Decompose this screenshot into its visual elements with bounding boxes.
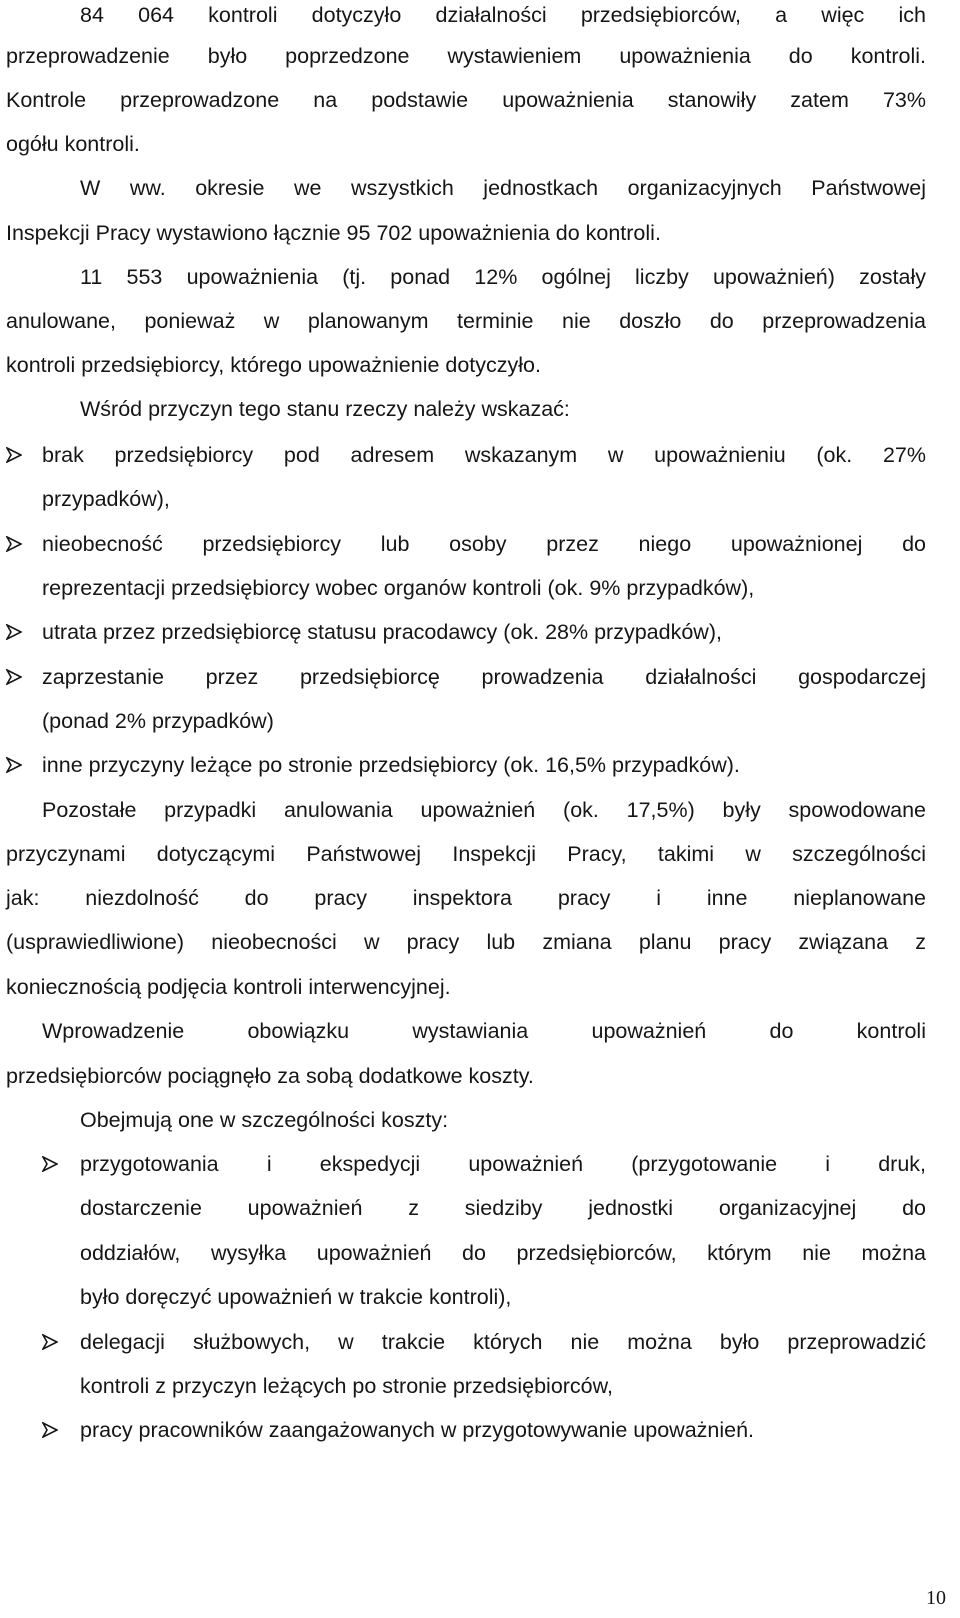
text-line: (ponad 2% przypadków) <box>42 709 274 733</box>
arrowhead-bullet-icon <box>6 529 28 559</box>
text-line: Obejmują one w szczególności koszty: <box>80 1108 449 1132</box>
text-line: przedsiębiorców pociągnęło za sobą dodatkowe koszty. <box>6 1064 534 1088</box>
text-line: utrata przez przedsiębiorcę statusu pracodawcy (ok. 28% przypadków), <box>42 620 722 644</box>
text-line: koniecznością podjęcia kontroli interwencyjnej. <box>6 975 451 999</box>
arrowhead-bullet-icon <box>42 1327 64 1357</box>
arrowhead-bullet-icon <box>6 617 28 647</box>
text-line: dostarczenie upoważnień z siedziby jednostki organizacyjnej do <box>80 1196 926 1220</box>
text-line: pracy pracowników zaangażowanych w przygotowywanie upoważnień. <box>80 1418 755 1442</box>
text-line: anulowane, ponieważ w planowanym terminie nie doszło do przeprowadzenia <box>6 309 926 333</box>
text-line: reprezentacji przedsiębiorcy wobec organów kontroli (ok. 9% przypadków), <box>42 576 755 600</box>
arrowhead-bullet-icon <box>42 1415 64 1445</box>
text-line: Inspekcji Pracy wystawiono łącznie 95 702 upoważnienia do kontroli. <box>6 221 661 245</box>
text-line: przeprowadzenie było poprzedzone wystawieniem upoważnienia do kontroli. <box>6 44 926 68</box>
text-line: kontroli z przyczyn leżących po stronie przedsiębiorców, <box>80 1374 613 1398</box>
text-line: brak przedsiębiorcy pod adresem wskazanym w upoważnieniu (ok. 27% <box>42 443 926 467</box>
text-line: ogółu kontroli. <box>6 132 140 156</box>
text-line: zaprzestanie przez przedsiębiorcę prowadzenia działalności gospodarczej <box>42 665 926 689</box>
arrowhead-bullet-icon <box>6 662 28 692</box>
text-line: nieobecność przedsiębiorcy lub osoby przez niego upoważnionej do <box>42 532 926 556</box>
arrowhead-bullet-icon <box>42 1149 64 1179</box>
text-line: Pozostałe przypadki anulowania upoważnień (ok. 17,5%) były spowodowane <box>42 798 926 822</box>
text-line: inne przyczyny leżące po stronie przedsiębiorcy (ok. 16,5% przypadków). <box>42 753 740 777</box>
text-line: kontroli przedsiębiorcy, którego upoważnienie dotyczyło. <box>6 353 541 377</box>
text-line: delegacji służbowych, w trakcie których nie można było przeprowadzić <box>80 1330 926 1354</box>
text-line: przypadków), <box>42 487 170 511</box>
text-line: przyczynami dotyczącymi Państwowej Inspekcji Pracy, takimi w szczególności <box>6 842 926 866</box>
text-line: Wprowadzenie obowiązku wystawiania upoważnień do kontroli <box>42 1019 926 1043</box>
text-line: (usprawiedliwione) nieobecności w pracy lub zmiana planu pracy związana z <box>6 930 926 954</box>
text-line: 84 064 kontroli dotyczyło działalności przedsiębiorców, a więc ich <box>80 3 926 27</box>
arrowhead-bullet-icon <box>6 750 28 780</box>
text-line: oddziałów, wysyłka upoważnień do przedsiębiorców, którym nie można <box>80 1241 926 1265</box>
text-line: Wśród przyczyn tego stanu rzeczy należy wskazać: <box>80 397 570 421</box>
text-line: Kontrole przeprowadzone na podstawie upoważnienia stanowiły zatem 73% <box>6 88 926 112</box>
text-line: 11 553 upoważnienia (tj. ponad 12% ogólnej liczby upoważnień) zostały <box>80 265 926 289</box>
text-line: W ww. okresie we wszystkich jednostkach organizacyjnych Państwowej <box>80 176 926 200</box>
page-number: 10 <box>926 1587 946 1609</box>
text-line: przygotowania i ekspedycji upoważnień (przygotowanie i druk, <box>80 1152 926 1176</box>
text-line: było doręczyć upoważnień w trakcie kontroli), <box>80 1285 512 1309</box>
text-line: jak: niezdolność do pracy inspektora pracy i inne nieplanowane <box>6 886 926 910</box>
arrowhead-bullet-icon <box>6 440 28 470</box>
